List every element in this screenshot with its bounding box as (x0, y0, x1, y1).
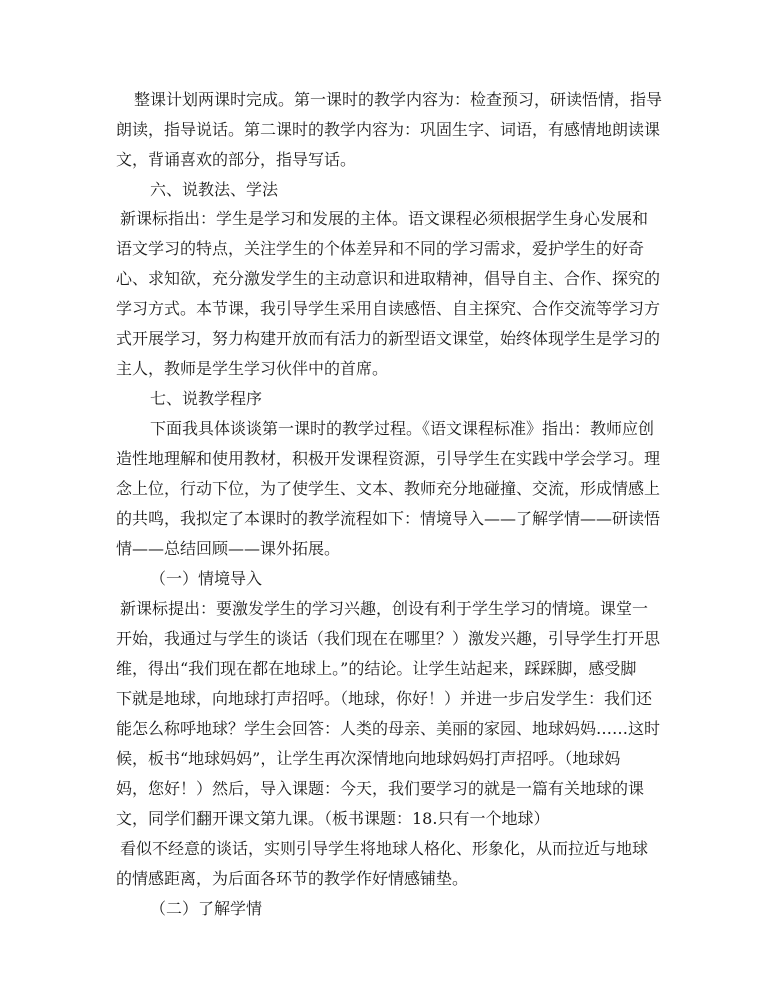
text-line: 文，背诵喜欢的部分，指导写话。 (116, 150, 357, 169)
text-line: 文，同学们翻开课文第九课。（板书课题：18.只有一个地球） (116, 809, 550, 828)
text-line: 新课标指出：学生是学习和发展的主体。语文课程必须根据学生身心发展和 (120, 209, 649, 228)
text-line: 语文学习的特点，关注学生的个体差异和不同的学习需求，爱护学生的好奇 (116, 239, 645, 258)
text-line: 式开展学习，努力构建开放而有活力的新型语文课堂，始终体现学生是学习的 (116, 329, 661, 348)
section-heading-teaching-methods: 六、说教法、学法 (150, 180, 279, 199)
text-line: 妈，您好！）然后，导入课题：今天，我们要学习的就是一篇有关地球的课 (116, 779, 645, 798)
subsection-heading-scenario-intro: （一）情境导入 (150, 569, 263, 588)
text-line: 整课计划两课时完成。第一课时的教学内容为：检查预习，研读悟情，指导 (134, 90, 663, 109)
text-line: 下就是地球，向地球打声招呼。（地球，你好！）并进一步启发学生：我们还 (116, 689, 653, 708)
text-line: 能怎么称呼地球？学生会回答：人类的母亲、美丽的家园、地球妈妈……这时 (116, 719, 661, 738)
text-line: 主人，教师是学生学习伙伴中的首席。 (116, 359, 389, 378)
text-line: 朗读，指导说话。第二课时的教学内容为：巩固生字、词语，有感情地朗读课 (116, 120, 661, 139)
text-line: 心、求知欲，充分激发学生的主动意识和进取精神，倡导自主、合作、探究的 (116, 269, 661, 288)
text-line: 念上位，行动下位，为了使学生、文本、教师充分地碰撞、交流，形成情感上 (116, 479, 661, 498)
text-line: 开始，我通过与学生的谈话（我们现在在哪里？）激发兴趣，引导学生打开思 (116, 629, 661, 648)
section-heading-teaching-procedure: 七、说教学程序 (150, 389, 263, 408)
text-line: 的情感距离，为后面各环节的教学作好情感铺垫。 (116, 869, 469, 888)
text-line: 学习方式。本节课，我引导学生采用自读感悟、自主探究、合作交流等学习方 (116, 299, 661, 318)
text-line: 看似不经意的谈话，实则引导学生将地球人格化、形象化，从而拉近与地球 (120, 839, 649, 858)
text-line: 候，板书“地球妈妈”，让学生再次深情地向地球妈妈打声招呼。（地球妈 (116, 749, 621, 768)
text-line: 造性地理解和使用教材，积极开发课程资源，引导学生在实践中学会学习。理 (116, 449, 661, 468)
text-line: 的共鸣，我拟定了本课时的教学流程如下：情境导入——了解学情——研读悟 (116, 509, 661, 528)
text-line: 下面我具体谈谈第一课时的教学过程。《语文课程标准》指出：教师应创 (150, 419, 655, 438)
text-line: 新课标提出：要激发学生的学习兴趣，创设有利于学生学习的情境。课堂一 (120, 599, 649, 618)
text-line: 情——总结回顾——课外拓展。 (116, 539, 341, 558)
text-line: 维，得出“我们现在都在地球上。”的结论。让学生站起来，踩踩脚，感受脚 (116, 659, 637, 678)
subsection-heading-learning-situation: （二）了解学情 (150, 899, 263, 918)
